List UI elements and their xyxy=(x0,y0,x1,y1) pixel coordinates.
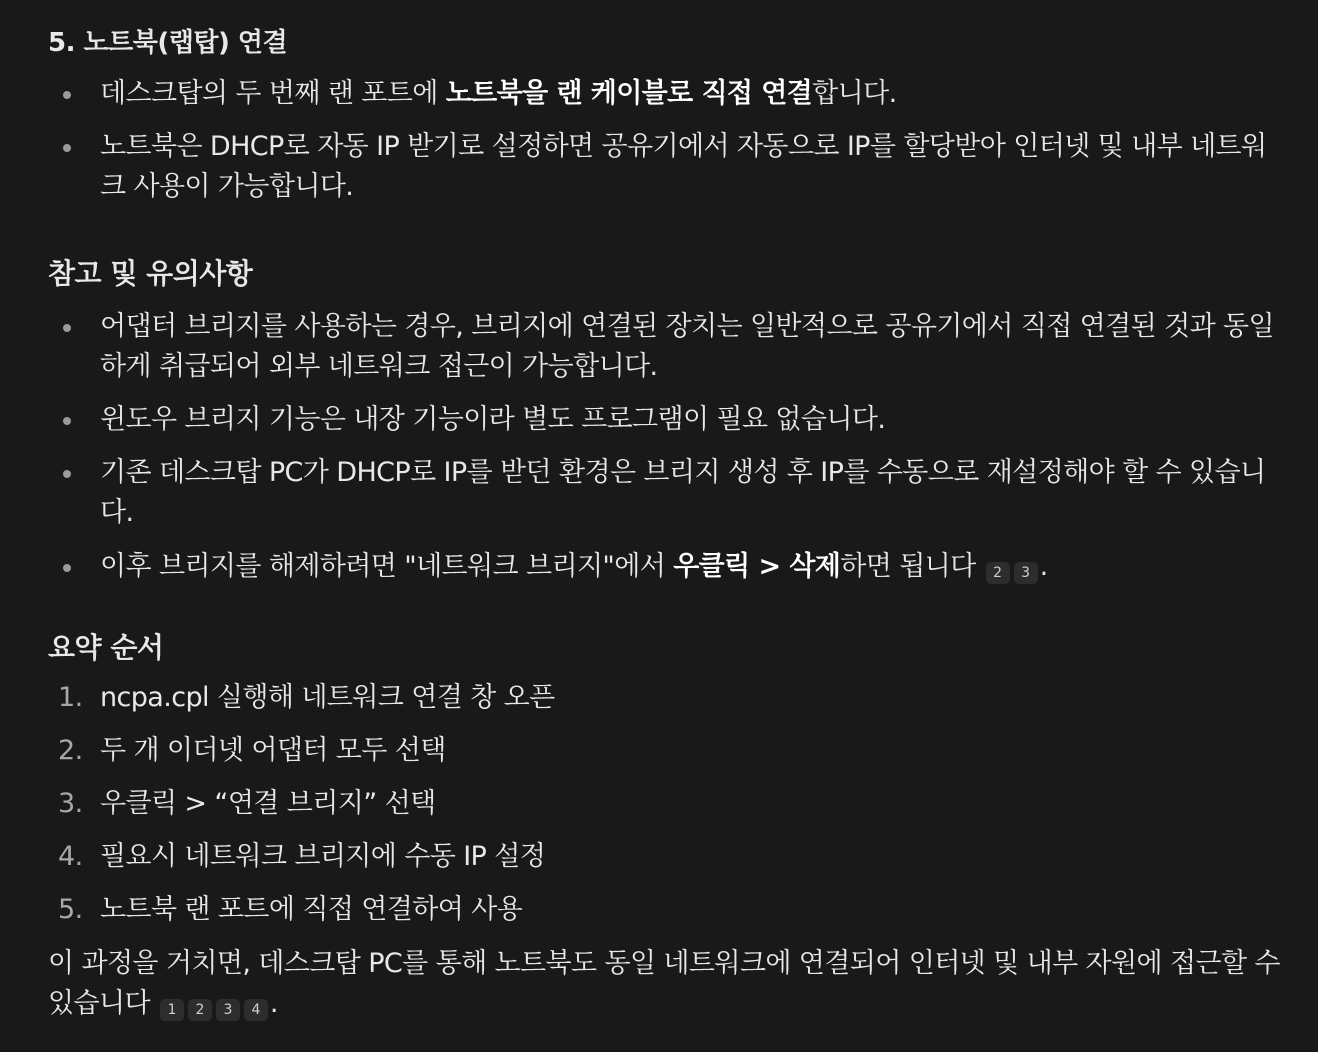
bullet-icon xyxy=(63,564,71,572)
item-text: 우클릭 > “연결 브리지” 선택 xyxy=(100,788,436,819)
list-item xyxy=(100,400,1290,440)
item-text: 노트북 랜 포트에 직접 연결하여 사용 xyxy=(100,894,523,925)
citation-badge[interactable]: 2 xyxy=(188,999,212,1021)
item-text: 이후 브리지를 해제하려면 "네트워크 브리지"에서 xyxy=(100,551,674,582)
conclusion-paragraph xyxy=(48,944,1288,1024)
section-heading-notes: 참고 및 유의사항 xyxy=(48,257,253,290)
bullet-icon xyxy=(63,417,71,425)
list-number: 3. xyxy=(58,788,83,819)
bullet-icon xyxy=(63,144,71,152)
item-text: ncpa.cpl 실행해 네트워크 연결 창 오픈 xyxy=(100,682,555,713)
ordered-list-item xyxy=(58,731,1290,771)
item-text: 두 개 이더넷 어댑터 모두 선택 xyxy=(100,735,446,766)
item-text: 합니다. xyxy=(812,78,897,109)
citation-badge[interactable]: 3 xyxy=(216,999,240,1021)
ordered-list-item xyxy=(58,784,1290,824)
item-bold-text: 우클릭 > 삭제 xyxy=(673,551,841,582)
list-number: 4. xyxy=(58,841,83,872)
item-text: 어댑터 브리지를 사용하는 경우, 브리지에 연결된 장치는 일반적으로 공유기에서 직접 연결된 것과 동일하게 취급되어 외부 네트워크 접근이 가능합니다. xyxy=(100,311,1275,382)
item-text: 하면 됩니다 xyxy=(840,551,976,582)
item-text: 윈도우 브리지 기능은 내장 기능이라 별도 프로그램이 필요 없습니다. xyxy=(100,404,886,435)
list-item xyxy=(100,453,1290,533)
item-text: . xyxy=(1039,551,1048,582)
citation-badge[interactable]: 4 xyxy=(244,999,268,1021)
list-number: 2. xyxy=(58,735,83,766)
list-item xyxy=(100,547,1290,587)
bullet-icon xyxy=(63,470,71,478)
section-heading-summary: 요약 순서 xyxy=(48,631,164,664)
bullet-icon xyxy=(63,91,71,99)
citation-badge[interactable]: 1 xyxy=(160,999,184,1021)
paragraph-text: 이 과정을 거치면, 데스크탑 PC를 통해 노트북도 동일 네트워크에 연결되어 인터넷 및 내부 자원에 접근할 수 있습니다 xyxy=(48,948,1280,1019)
paragraph-text: . xyxy=(269,988,278,1019)
list-number: 5. xyxy=(58,894,83,925)
list-item xyxy=(100,74,1290,114)
bullet-icon xyxy=(63,324,71,332)
item-text: 기존 데스크탑 PC가 DHCP로 IP를 받던 환경은 브리지 생성 후 IP를 수동으로 재설정해야 할 수 있습니다. xyxy=(100,457,1266,528)
item-text: 데스크탑의 두 번째 랜 포트에 xyxy=(100,78,446,109)
citation-badge[interactable]: 3 xyxy=(1014,562,1038,584)
item-bold-text: 노트북을 랜 케이블로 직접 연결 xyxy=(445,78,813,109)
list-item xyxy=(100,127,1290,207)
ordered-list-item xyxy=(58,837,1290,877)
citation-badge[interactable]: 2 xyxy=(986,562,1010,584)
list-number: 1. xyxy=(58,682,83,713)
ordered-list-item xyxy=(58,678,1290,718)
ordered-list-item xyxy=(58,890,1290,930)
item-text: 필요시 네트워크 브리지에 수동 IP 설정 xyxy=(100,841,546,872)
list-item xyxy=(100,307,1290,387)
section-heading-laptop: 5. 노트북(랩탑) 연결 xyxy=(48,28,288,58)
item-text: 노트북은 DHCP로 자동 IP 받기로 설정하면 공유기에서 자동으로 IP를 할당받아 인터넷 및 내부 네트워크 사용이 가능합니다. xyxy=(100,131,1267,202)
